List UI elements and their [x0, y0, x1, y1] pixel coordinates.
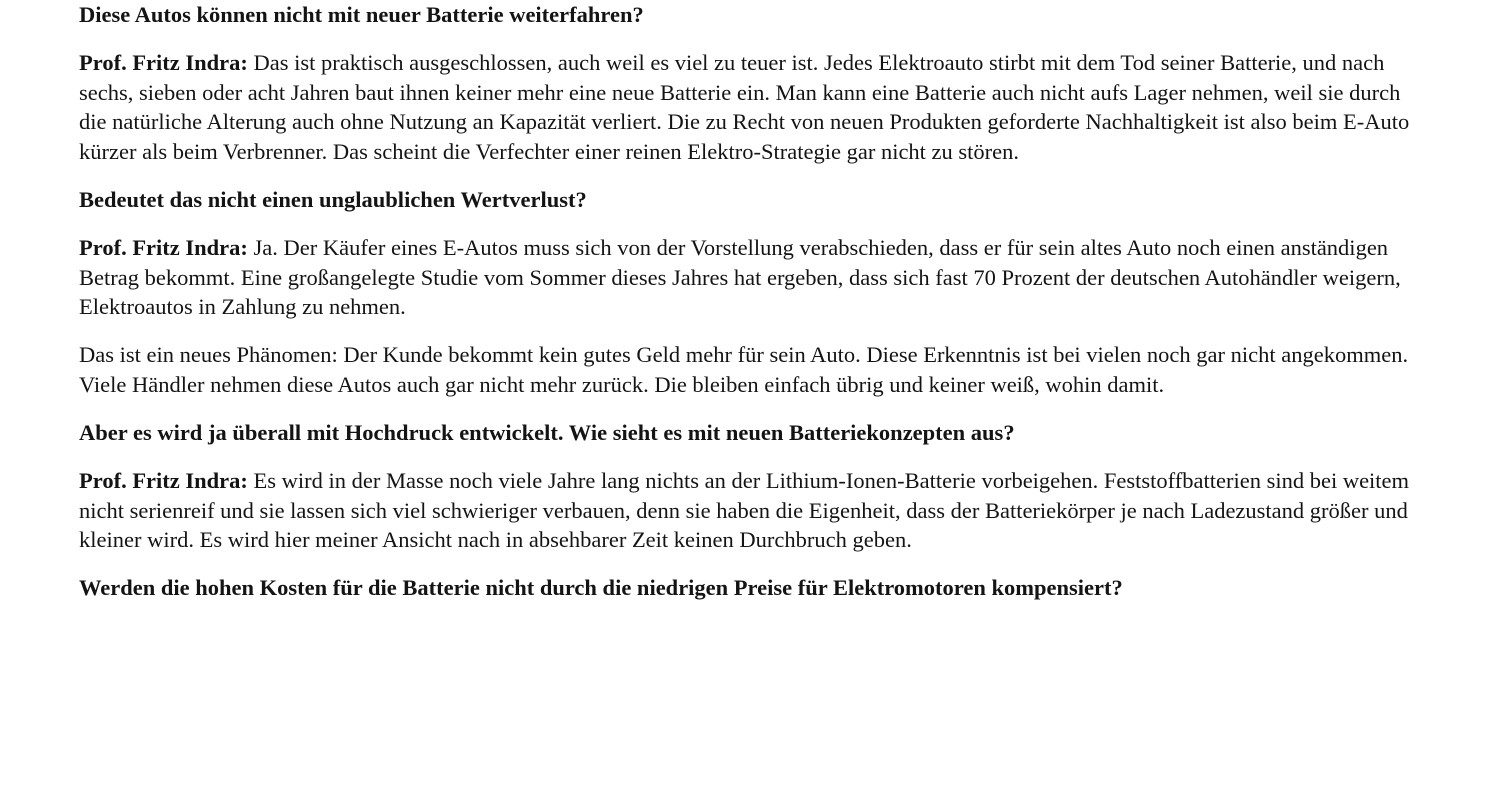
question-4: Werden die hohen Kosten für die Batterie nicht durch die niedrigen Preise für Elektromotoren kompensiert? [79, 575, 1123, 601]
answer-2 [79, 233, 1429, 322]
answer-3 [79, 466, 1429, 555]
answer-1 [79, 48, 1429, 166]
question-3: Aber es wird ja überall mit Hochdruck entwickelt. Wie sieht es mit neuen Batteriekonzepten aus? [79, 420, 1015, 446]
speaker-label: Prof. Fritz Indra: [79, 468, 248, 494]
paragraph-1: Das ist ein neues Phänomen: Der Kunde bekommt kein gutes Geld mehr für sein Auto. Diese Erkenntnis ist bei vielen noch gar nicht angekommen. Viele Händler nehmen diese Autos auch gar nicht mehr zurück. Die bleiben einfach übrig und keiner weiß, wohin damit. [79, 342, 1409, 397]
answer-text: Es wird in der Masse noch viele Jahre lang nichts an der Lithium-Ionen-Batterie vorbeigehen. Feststoffbatterien sind bei weitem nicht serienreif und sie lassen sich viel schwieriger verbauen, denn sie haben die Eigenheit, dass der Batteriekörper je nach Ladezustand größer und kleiner wird. Es wird hier meiner Ansicht nach in absehbarer Zeit keinen Durchbruch geben. [79, 468, 1410, 553]
speaker-label: Prof. Fritz Indra: [79, 235, 248, 261]
question-2: Bedeutet das nicht einen unglaublichen Wertverlust? [79, 186, 587, 212]
answer-text: Ja. Der Käufer eines E-Autos muss sich von der Vorstellung verabschieden, dass er für sein altes Auto noch einen anständigen Betrag bekommt. Eine großangelegte Studie vom Sommer dieses Jahres hat ergeben, dass sich fast 70 Prozent der deutschen Autohändler weigern, Elektroautos in Zahlung zu nehmen. [79, 235, 1401, 320]
interview-article [79, 0, 1429, 622]
answer-text: Das ist praktisch ausgeschlossen, auch weil es viel zu teuer ist. Jedes Elektroauto stirbt mit dem Tod seiner Batterie, und nach sechs, sieben oder acht Jahren baut ihnen keiner mehr eine neue Batterie ein. Man kann eine Batterie auch nicht aufs Lager nehmen, weil sie durch die natürliche Alterung auch ohne Nutzung an Kapazität verliert. Die zu Recht von neuen Produkten geforderte Nachhaltigkeit ist also beim E-Auto kürzer als beim Verbrenner. Das scheint die Verfechter einer reinen Elektro-Strategie gar nicht zu stören. [79, 50, 1410, 164]
question-1: Diese Autos können nicht mit neuer Batterie weiterfahren? [79, 2, 644, 27]
speaker-label: Prof. Fritz Indra: [79, 50, 248, 76]
